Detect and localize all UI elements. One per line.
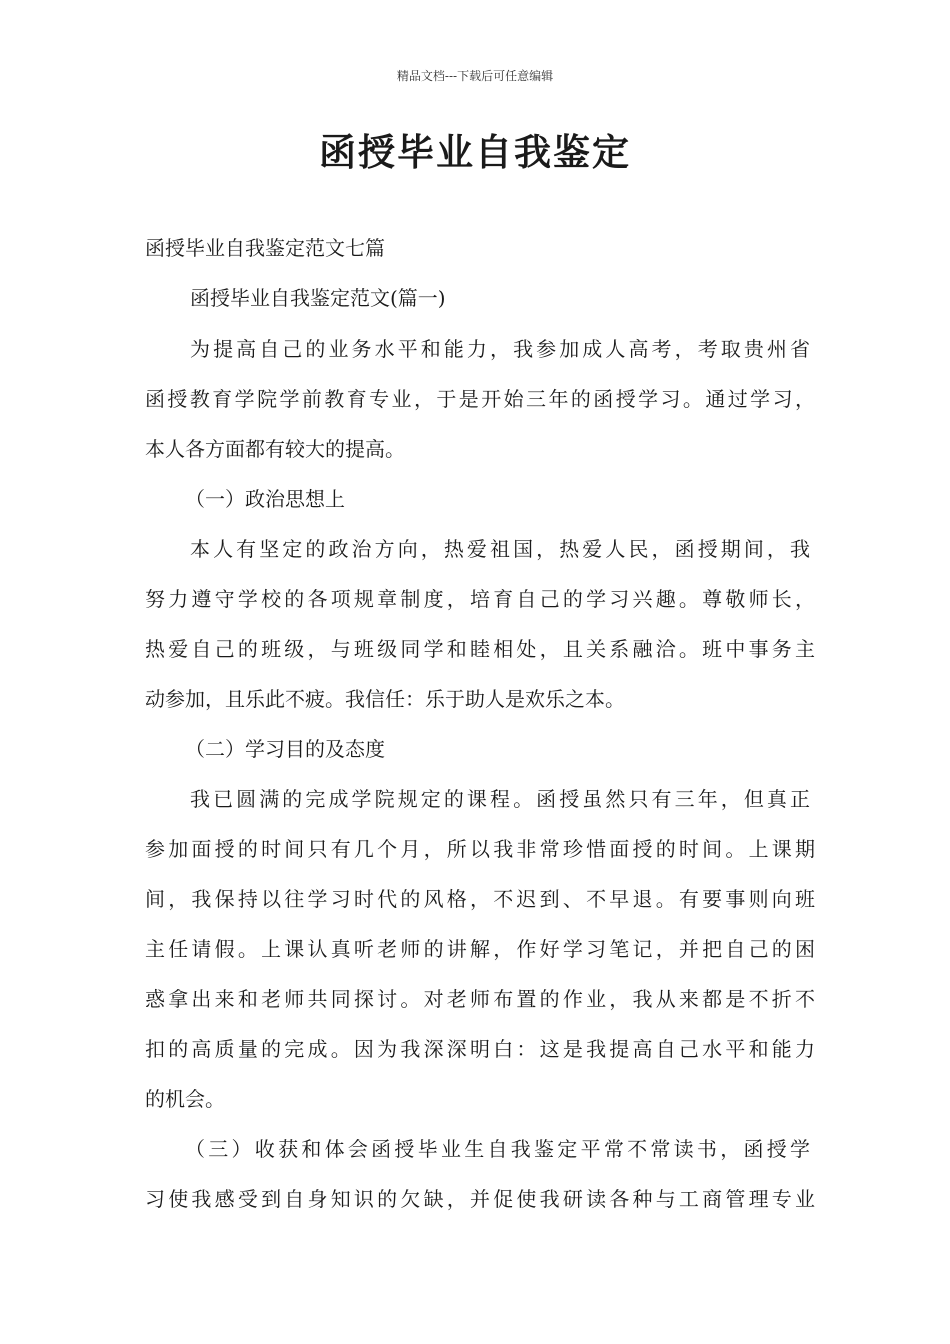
paragraph-line: 动参加，且乐此不疲。我信任：乐于助人是欢乐之本。 (145, 687, 625, 711)
paragraph-line: 本人各方面都有较大的提高。 (145, 437, 405, 461)
paragraph-line: 扣的高质量的完成。因为我深深明白：这是我提高自己水平和能力 (145, 1037, 815, 1061)
document-subtitle: 函授毕业自我鉴定范文七篇 (145, 236, 385, 260)
paragraph-line: 函授教育学院学前教育专业，于是开始三年的函授学习。通过学习， (145, 387, 815, 411)
paragraph-line: 主任请假。上课认真听老师的讲解，作好学习笔记，并把自己的困 (145, 937, 815, 961)
paragraph-line: 为提高自己的业务水平和能力，我参加成人高考，考取贵州省 (190, 337, 810, 361)
section-heading: （二）学习目的及态度 (185, 737, 385, 761)
paragraph-line: 本人有坚定的政治方向，热爱祖国，热爱人民，函授期间，我 (190, 537, 810, 561)
paragraph-line: （三）收获和体会函授毕业生自我鉴定平常不常读书，函授学 (185, 1137, 810, 1161)
document-title: 函授毕业自我鉴定 (319, 131, 631, 174)
paragraph-line: 我已圆满的完成学院规定的课程。函授虽然只有三年，但真正 (190, 787, 810, 811)
paragraph-line: 间，我保持以往学习时代的风格，不迟到、不早退。有要事则向班 (145, 887, 815, 911)
paragraph-line: 热爱自己的班级，与班级同学和睦相处，且关系融洽。班中事务主 (145, 637, 815, 661)
section-heading: （一）政治思想上 (185, 487, 345, 511)
paragraph-line: 参加面授的时间只有几个月，所以我非常珍惜面授的时间。上课期 (145, 837, 815, 861)
paragraph-line: 的机会。 (145, 1087, 225, 1111)
paragraph-line: 努力遵守学校的各项规章制度，培育自己的学习兴趣。尊敬师长， (145, 587, 815, 611)
header-note: 精品文档---下载后可任意编辑 (396, 69, 554, 83)
section-title: 函授毕业自我鉴定范文(篇一) (190, 286, 446, 310)
paragraph-line: 惑拿出来和老师共同探讨。对老师布置的作业，我从来都是不折不 (145, 987, 815, 1011)
paragraph-line: 习使我感受到自身知识的欠缺，并促使我研读各种与工商管理专业 (145, 1187, 815, 1211)
